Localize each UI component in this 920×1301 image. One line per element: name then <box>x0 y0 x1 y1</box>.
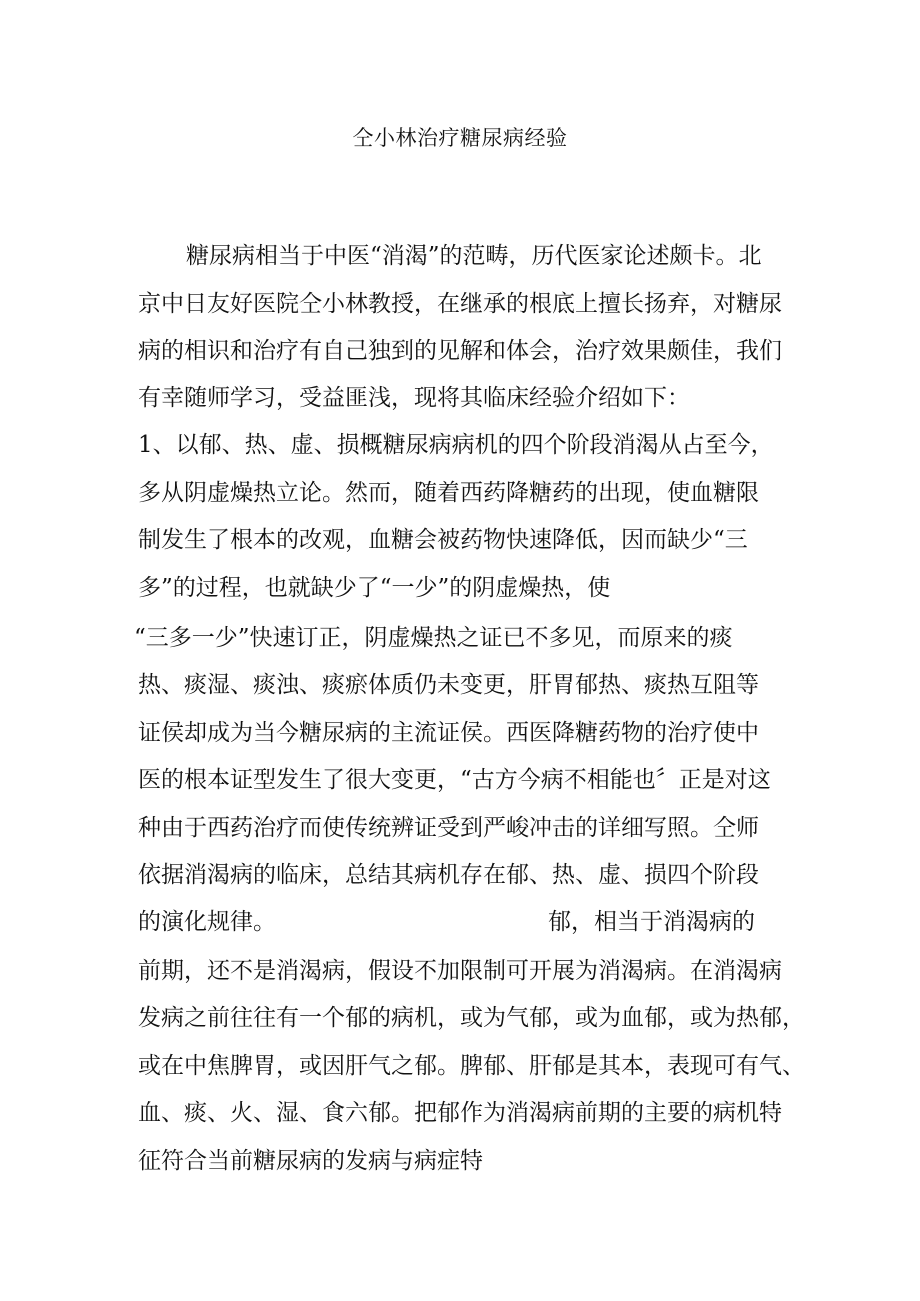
document-title: 仝小林治疗糖尿病经验 <box>352 126 568 150</box>
text-line: 征符合当前糖尿病的发病与病症特 <box>138 1148 483 1174</box>
text-line: 的演化规律。 <box>138 909 276 935</box>
text-line: 郁，相当于消渴病的 <box>548 909 755 935</box>
text-line: 发病之前往往有一个郁的病机，或为气郁，或为血郁，或为热郁， <box>138 1005 805 1031</box>
text-line: 多从阴虚燥热立论。然而，随着西药降糖药的出现，使血糖限 <box>138 480 759 506</box>
text-line: 种由于西药治疗而使传统辨证受到严峻冲击的详细写照。仝师 <box>138 815 759 841</box>
text-line: 血、痰、火、湿、食六郁。把郁作为消渴病前期的主要的病机特 <box>138 1100 782 1126</box>
text-line: 证侯却成为当今糖尿病的主流证侯。西医降糖药物的治疗使中 <box>138 720 759 746</box>
text-line: 病的相识和治疗有自己独到的见解和体会，治疗效果颇佳，我们 <box>138 338 782 364</box>
text-line: 依据消渴病的临床，总结其病机存在郁、热、虚、损四个阶段 <box>138 862 759 888</box>
text-line: 热、痰湿、痰浊、痰瘀体质仍未变更，肝胃郁热、痰热互阻等 <box>138 672 759 698</box>
text-line: 前期，还不是消渴病，假设不加限制可开展为消渴病。在消渴病 <box>138 958 782 984</box>
text-line: 1、以郁、热、虚、损概糖尿病病机的四个阶段消渴从占至今， <box>138 432 774 458</box>
text-line: 医的根本证型发生了很大变更，“古方今病不相能也〞正是对这 <box>138 767 771 793</box>
text-line: 多”的过程，也就缺少了“一少”的阴虚燥热，使 <box>138 575 611 601</box>
text-line: 或在中焦脾胃，或因肝气之郁。脾郁、肝郁是其本，表现可有气、 <box>138 1053 805 1079</box>
text-line: 有幸随师学习，受益匪浅，现将其临床经验介绍如下： <box>138 385 690 411</box>
text-line: 糖尿病相当于中医“消渴”的范畴，历代医家论述颇卡。北 <box>186 243 762 269</box>
text-line: “三多一少”快速订正，阴虚燥热之证已不多见，而原来的痰 <box>134 625 733 651</box>
text-line: 京中日友好医院仝小林教授，在继承的根底上擅长扬弃，对糖尿 <box>138 291 782 317</box>
text-line: 制发生了根本的改观，血糖会被药物快速降低，因而缺少“三 <box>138 527 748 553</box>
